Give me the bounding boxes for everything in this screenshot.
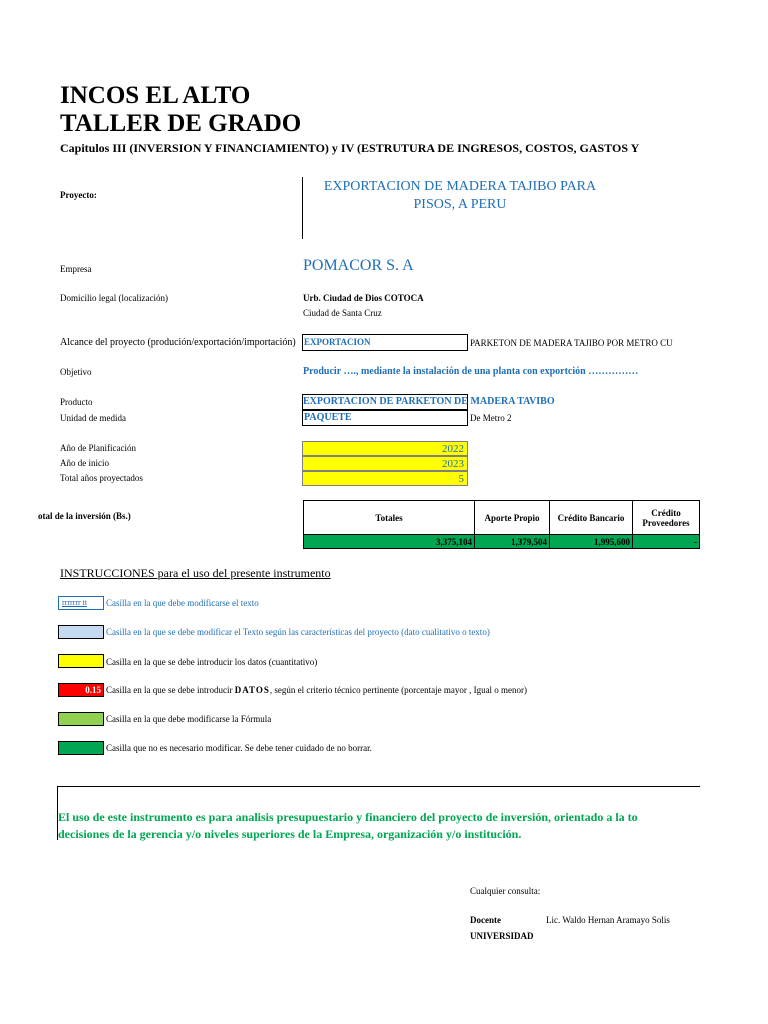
domicilio-value-line2[interactable]: Ciudad de Santa Cruz	[303, 308, 382, 318]
proyecto-divider	[302, 177, 303, 239]
anio-plan-input[interactable]: 2022	[302, 441, 468, 456]
universidad-label: UNIVERSIDAD	[470, 931, 534, 941]
legend-swatch-text	[58, 596, 104, 610]
value-credito-bancario: 1,995,600	[550, 535, 633, 549]
investment-label: otal de la inversión (Bs.)	[38, 511, 131, 521]
header-aporte-propio: Aporte Propio	[475, 501, 550, 535]
objetivo-label: Objetivo	[60, 367, 92, 377]
alcance-value: EXPORTACION	[304, 337, 371, 347]
domicilio-value-line1[interactable]: Urb. Ciudad de Dios COTOCA	[303, 293, 424, 303]
value-aporte-propio: 1,379,504	[475, 535, 550, 549]
proyecto-value-line1: EXPORTACION DE MADERA TAJIBO PARA	[323, 179, 597, 194]
proyecto-value-line2: PISOS, A PERU	[413, 197, 507, 212]
anio-inicio-label: Año de inicio	[60, 458, 109, 468]
legend-text-5: Casilla que no es necesario modificar. Se debe tener cuidado de no borrar.	[106, 743, 372, 753]
unidad-value: PAQUETE	[304, 412, 352, 423]
instructions-title: INSTRUCCIONES para el uso del presente instrumento	[60, 566, 331, 580]
alcance-extra[interactable]: PARKETON DE MADERA TAJIBO POR METRO CU	[470, 338, 673, 348]
empresa-label: Empresa	[60, 264, 92, 274]
unidad-label: Unidad de medida	[60, 413, 126, 423]
header-credito-proveedores: Crédito Proveedores	[633, 501, 700, 535]
producto-label: Producto	[60, 397, 93, 407]
unidad-input[interactable]	[302, 410, 468, 426]
empresa-value[interactable]: POMACOR S. A	[303, 257, 414, 274]
domicilio-label: Domicilio legal (localización)	[60, 293, 168, 303]
proyecto-label: Proyecto:	[60, 190, 97, 200]
legend-swatch-text-sample: rrrrrrr tt	[62, 598, 88, 607]
total-anios-input[interactable]: 5	[302, 471, 468, 486]
note-line2: decisiones de la gerencia y/o niveles superiores de la Empresa, organización y/o institución.	[58, 827, 522, 841]
legend-swatch-lightblue	[58, 625, 104, 639]
docente-value: Lic. Waldo Hernan Aramayo Solis	[546, 915, 670, 925]
value-totales: 3,375,104	[304, 535, 475, 549]
legend-text-3a: Casilla en la que se debe introducir	[106, 685, 235, 695]
legend-swatch-red	[58, 683, 104, 697]
legend-text-2: Casilla en la que se debe introducir los datos (cuantitativo)	[106, 657, 318, 667]
producto-value: EXPORTACION DE PARKETON DE MADERA TAVIBO	[303, 396, 555, 407]
note-line1: El uso de este instrumento es para analisis presupuestario y financiero del proyecto de inversión, orientado a la to	[58, 810, 638, 824]
legend-text-3b: DATOS	[234, 685, 270, 695]
legend-swatch-yellow	[58, 654, 104, 668]
alcance-label: Alcance del proyecto (produción/exportación/importación)	[60, 337, 296, 348]
legend-swatch-green	[58, 741, 104, 755]
note-top-border	[57, 786, 700, 787]
title-line2: TALLER DE GRADO	[60, 110, 302, 137]
note-text	[58, 809, 700, 843]
chapters-subtitle: Capitulos III (INVERSION Y FINANCIAMIENTO) y IV (ESTRUTURA DE INGRESOS, COSTOS, GASTOS Y	[60, 141, 640, 155]
legend-swatch-lightgreen	[58, 712, 104, 726]
docente-label: Docente	[470, 915, 501, 925]
unidad-extra[interactable]: De Metro 2	[470, 413, 512, 423]
legend-text-3c: , según el criterio técnico pertinente (porcentaje mayor , Igual o menor)	[269, 685, 528, 695]
legend-swatch-red-value: 0.15	[85, 685, 101, 695]
header-totales: Totales	[304, 501, 475, 535]
value-credito-proveedores: -	[633, 535, 700, 549]
legend-text-3	[106, 685, 527, 695]
title-line1: INCOS EL ALTO	[60, 82, 251, 109]
legend-text-1: Casilla en la que se debe modificar el Texto según las características del proyecto (dato cualitativo o texto)	[106, 627, 490, 637]
alcance-input[interactable]	[302, 334, 468, 351]
objetivo-value[interactable]: Producir …., mediante la instalación de una planta con exportción ……………	[303, 366, 639, 377]
anio-plan-label: Año de Planificación	[60, 443, 136, 453]
total-anios-label: Total años proyectados	[60, 473, 143, 483]
proyecto-value[interactable]	[305, 178, 615, 214]
legend-text-0: Casilla en la que debe modificarse el texto	[106, 598, 259, 608]
investment-table	[303, 500, 700, 549]
anio-inicio-input[interactable]: 2023	[302, 456, 468, 471]
legend-text-4: Casilla en la que debe modificarse la Fórmula	[106, 714, 272, 724]
consulta-text: Cualquier consulta:	[470, 886, 541, 896]
header-credito-bancario: Crédito Bancario	[550, 501, 633, 535]
